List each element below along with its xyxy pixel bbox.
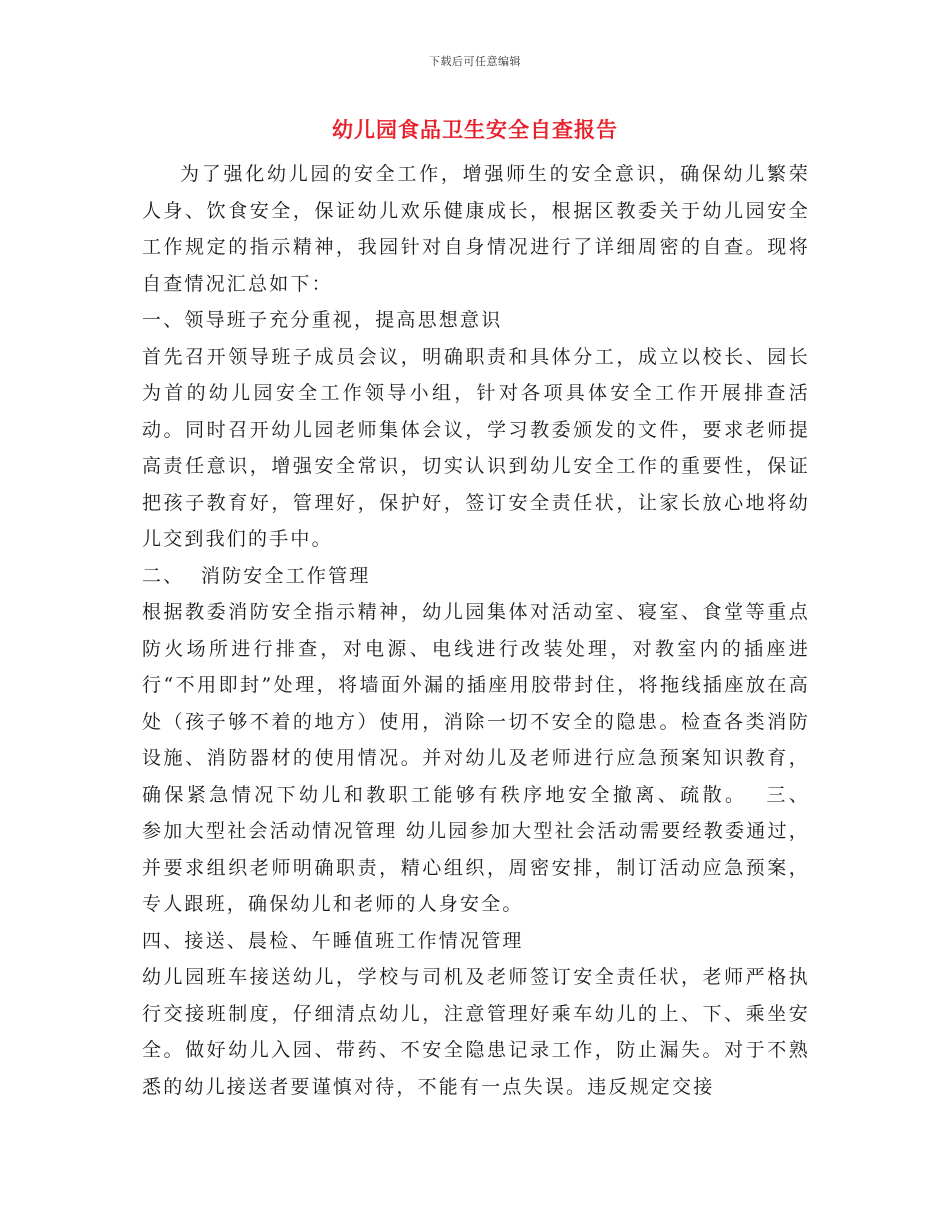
document-body xyxy=(142,156,827,1105)
intro-paragraph: 为了强化幼儿园的安全工作，增强师生的安全意识，确保幼儿繁荣人身、饮食安全，保证幼儿欢乐健康成长，根据区教委关于幼儿园安全工作规定的指示精神，我园针对自身情况进行了详细周密的自查。现将自查情况汇总如下： xyxy=(142,163,810,295)
section-body-2: 根据教委消防安全指示精神，幼儿园集体对活动室、寝室、食堂等重点防火场所进行排查，对电源、电线进行改装处理，对教室内的插座进行“不用即封”处理，将墙面外漏的插座用胶带封住，将拖线插座放在高处（孩子够不着的地方）使用，消除一切不安全的隐患。检查各类消防设施、消防器材的使用情况。并对幼儿及老师进行应急预案知识教育，确保紧急情况下幼儿和教职工能够有秩序地安全撤离、疏散。 三、 参加大型社会活动情况管理 幼儿园参加大型社会活动需要经教委通过，并要求组织老师明确职责，精心组织，周密安排，制订活动应急预案，专人跟班，确保幼儿和老师的人身安全。 xyxy=(142,601,827,915)
section-heading-4: 四、接送、晨检、午睡值班工作情况管理 xyxy=(142,929,524,952)
section-heading-1: 一、领导班子充分重视，提高思想意识 xyxy=(142,309,503,331)
section-body-1: 首先召开领导班子成员会议，明确职责和具体分工，成立以校长、园长为首的幼儿园安全工作领导小组，针对各项具体安全工作开展排查活动。同时召开幼儿园老师集体会议，学习教委颁发的文件，要求老师提高责任意识，增强安全常识，切实认识到幼儿安全工作的重要性，保证把孩子教育好，管理好，保护好，签订安全责任状，让家长放心地将幼儿交到我们的手中。 xyxy=(142,345,810,550)
document-title: 幼儿园食品卫生安全自查报告 xyxy=(332,117,618,142)
section-heading-2: 二、 消防安全工作管理 xyxy=(142,564,371,587)
header-note: 下载后可任意编辑 xyxy=(429,55,521,68)
section-body-4: 幼儿园班车接送幼儿，学校与司机及老师签订安全责任状，老师严格执行交接班制度，仔细清点幼儿，注意管理好乘车幼儿的上、下、乘坐安全。做好幼儿入园、带药、不安全隐患记录工作，防止漏失。对于不熟悉的幼儿接送者要谨慎对待，不能有一点失误。违反规定交接 xyxy=(142,966,810,1098)
